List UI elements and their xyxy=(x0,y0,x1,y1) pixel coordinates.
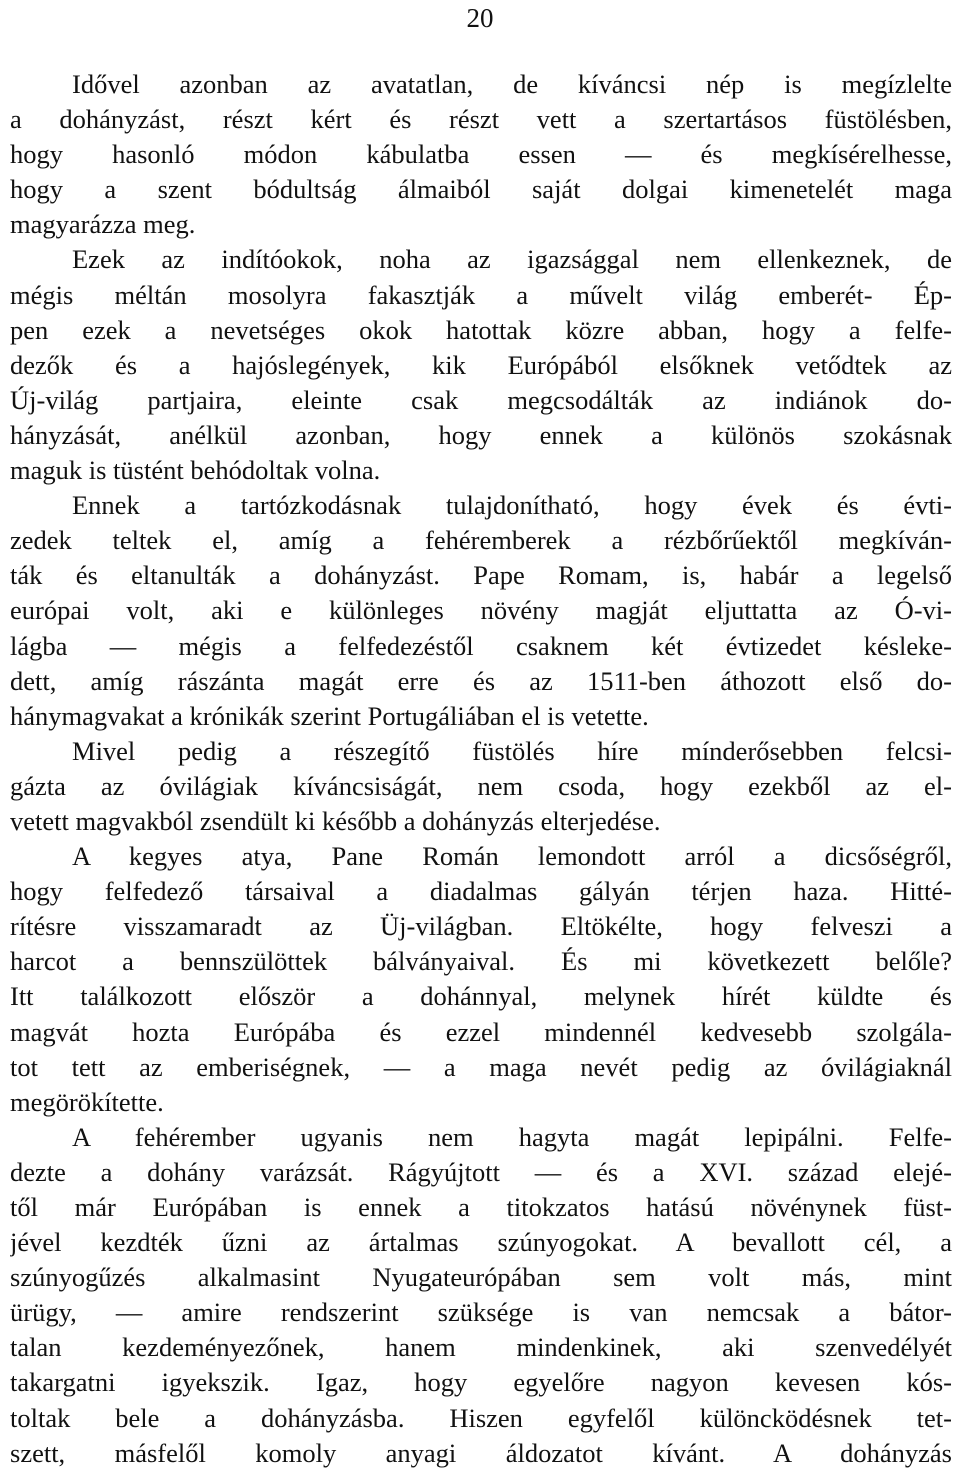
text-line: hánymagvakat a krónikák szerint Portugáliában el is vetette. xyxy=(10,700,649,731)
text-line: dett, amíg rászánta magát erre és az 1511-ben áthozott első do- xyxy=(10,665,952,696)
text-line: ták és eltanulták a dohányzást. Pape Romam, is, habár a legelső xyxy=(10,560,952,591)
text-line: megörökítette. xyxy=(10,1086,164,1117)
text-line: szett, másfelől komoly anyagi áldozatot kívánt. A dohányzás xyxy=(10,1437,952,1468)
text-line: talan kezdeményezőnek, hanem mindenkinek, aki szenvedélyét xyxy=(10,1332,952,1363)
text-line: magyarázza meg. xyxy=(10,209,196,240)
text-line: hogy hasonló módon kábulatba essen — és megkísérelhesse, xyxy=(10,139,952,170)
text-line: hogy felfedező társaival a diadalmas gályán térjen haza. Hitté- xyxy=(10,876,952,907)
text-line: zedek teltek el, amíg a fehéremberek a rézbőrűektől megkíván- xyxy=(10,525,952,556)
text-line: A kegyes atya, Pane Román lemondott arról a dicsőségről, xyxy=(72,841,952,872)
text-line: takargatni igyekszik. Igaz, hogy egyelőre nagyon kevesen kós- xyxy=(10,1367,952,1398)
text-line: a dohányzást, részt kért és részt vett a szertartásos füstölésben, xyxy=(10,104,952,135)
text-line: Itt találkozott először a dohánnyal, melynek hírét küldte és xyxy=(10,981,952,1012)
text-line: harcot a bennszülöttek bálványaival. És mi következett belőle? xyxy=(10,946,952,977)
text-line: Új-világ partjaira, eleinte csak megcsodálták az indiánok do- xyxy=(10,384,952,415)
text-line: toltak bele a dohányzásba. Hiszen egyfelől különcködésnek tet- xyxy=(10,1402,952,1433)
page-number: 20 xyxy=(466,3,494,33)
text-line: mégis méltán mosolyra fakasztják a művelt világ emberét- Ép- xyxy=(10,279,952,310)
text-line: Ezek az indítóokok, noha az igazsággal nem ellenkeznek, de xyxy=(72,244,952,275)
text-line: dezők és a hajóslegények, kik Európából elsőknek vetődtek az xyxy=(10,349,952,380)
text-line: től már Európában is ennek a titokzatos hatású növénynek füst- xyxy=(10,1192,952,1222)
text-line: magvát hozta Európába és ezzel mindennél kedvesebb szolgála- xyxy=(10,1016,952,1047)
text-line: dezte a dohány varázsát. Rágyújtott — és a XVI. század elejé- xyxy=(10,1156,952,1187)
text-line: Mivel pedig a részegítő füstölés híre mínderősebben felcsi- xyxy=(72,735,952,766)
text-line: európai volt, aki e különleges növény magját eljuttatta az Ó-vi- xyxy=(10,595,952,626)
text-line: gázta az óvilágiak kíváncsiságát, nem csoda, hogy ezekből az el- xyxy=(10,770,952,801)
text-line: szúnyogűzés alkalmasint Nyugateurópában sem volt más, mint xyxy=(10,1262,952,1293)
text-line: A fehérember ugyanis nem hagyta magát lepipálni. Felfe- xyxy=(72,1121,952,1152)
text-line: maguk is tüstént behódoltak volna. xyxy=(10,455,381,486)
text-line: Ennek a tartózkodásnak tulajdonítható, hogy évek és évti- xyxy=(72,490,952,521)
text-line: ürügy, — amire rendszerint szüksége is van nemcsak a bátor- xyxy=(10,1297,952,1328)
text-line: vetett magvakból zsendült ki később a dohányzás elterjedése. xyxy=(10,805,661,836)
text-line: rítésre visszamaradt az Üj-világban. Eltökélte, hogy felveszi a xyxy=(10,911,952,942)
body-text xyxy=(10,67,952,1471)
text-line: hányzását, anélkül azonban, hogy ennek a különös szokásnak xyxy=(10,419,952,450)
text-line: jével kezdték űzni az ártalmas szúnyogokat. A bevallott cél, a xyxy=(10,1227,952,1258)
text-line: pen ezek a nevetséges okok hatottak közre abban, hogy a felfe- xyxy=(10,314,952,345)
text-line: tot tett az emberiségnek, — a maga nevét pedig az óvilágiaknál xyxy=(10,1051,952,1082)
text-line: hogy a szent bódultság álmaiból saját dolgai kimenetelét maga xyxy=(10,174,952,205)
text-line: lágba — mégis a felfedezéstől csaknem két évtizedet késleke- xyxy=(10,630,952,661)
text-line: Idővel azonban az avatatlan, de kíváncsi nép is megízlelte xyxy=(72,69,952,99)
